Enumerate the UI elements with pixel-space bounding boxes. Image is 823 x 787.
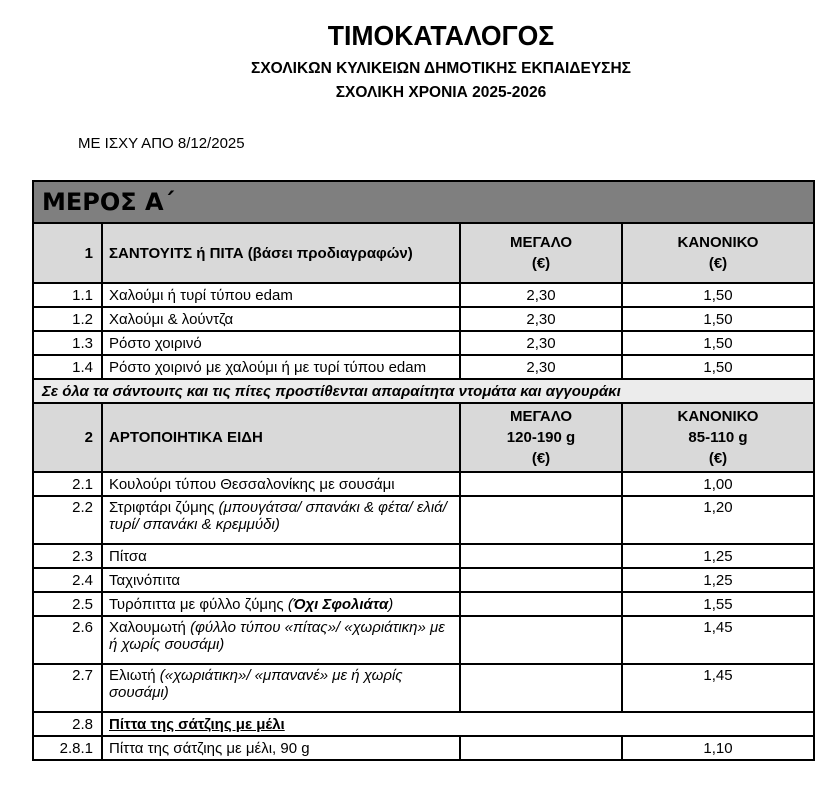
price-large xyxy=(460,472,622,496)
price-large: 2,30 xyxy=(460,355,622,379)
column-header-large xyxy=(460,223,622,283)
table-row xyxy=(33,331,814,355)
section-number: 1 xyxy=(33,223,102,283)
item-number: 1.1 xyxy=(33,283,102,307)
item-name xyxy=(102,616,460,664)
item-number: 2.1 xyxy=(33,472,102,496)
item-name-detail: (φύλλο τύπου «πίτας»/ «χωριάτικη» με ή χωρίς σουσάμι) xyxy=(109,619,445,653)
item-name: Πίττα της σάτζιης με μέλι, 90 g xyxy=(102,736,460,760)
table-row xyxy=(33,355,814,379)
item-name-main: Ελιωτή xyxy=(109,667,160,684)
item-name-paren-close: ) xyxy=(388,595,394,613)
item-name: Ρόστο χοιρινό xyxy=(102,331,460,355)
table-row xyxy=(33,664,814,712)
table-row xyxy=(33,736,814,760)
item-name-detail: (μπουγάτσα/ σπανάκι & φέτα/ ελιά/ τυρί/ σπανάκι & κρεμμύδι) xyxy=(109,499,447,533)
price-normal: 1,00 xyxy=(622,472,814,496)
section-header-row xyxy=(33,223,814,283)
item-number: 1.3 xyxy=(33,331,102,355)
price-normal: 1,25 xyxy=(622,568,814,592)
item-number: 2.3 xyxy=(33,544,102,568)
price-large: 2,30 xyxy=(460,283,622,307)
price-large xyxy=(460,592,622,616)
column-header-normal-weight: 85-110 g xyxy=(688,429,748,446)
item-name: Χαλούμι & λούντζα xyxy=(102,307,460,331)
item-name: Κουλούρι τύπου Θεσσαλονίκης με σουσάμι xyxy=(102,472,460,496)
document-title: ΤΙΜΟΚΑΤΑΛΟΓΟΣ xyxy=(327,20,555,51)
price-large: 2,30 xyxy=(460,331,622,355)
price-normal: 1,10 xyxy=(622,736,814,760)
price-normal: 1,20 xyxy=(622,496,814,544)
item-name: Πίτσα xyxy=(102,544,460,568)
price-large: 2,30 xyxy=(460,307,622,331)
item-name-emphasis: Όχι Σφολιάτα xyxy=(292,595,389,613)
document-subtitle: ΣΧΟΛΙΚΩΝ ΚΥΛΙΚΕΙΩΝ ΔΗΜΟΤΙΚΗΣ ΕΚΠΑΙΔΕΥΣΗΣ xyxy=(251,60,631,77)
school-year: ΣΧΟΛΙΚΗ ΧΡΟΝΙΑ 2025-2026 xyxy=(335,84,547,101)
column-header-large-label: ΜΕΓΑΛΟ xyxy=(510,408,572,425)
price-large xyxy=(460,664,622,712)
price-large xyxy=(460,568,622,592)
table-row xyxy=(33,544,814,568)
item-number: 2.4 xyxy=(33,568,102,592)
price-normal: 1,50 xyxy=(622,283,814,307)
item-name xyxy=(102,664,460,712)
item-name-main: Στριφτάρι ζύμης xyxy=(109,499,219,516)
item-number: 1.2 xyxy=(33,307,102,331)
price-large xyxy=(460,616,622,664)
table-row xyxy=(33,307,814,331)
section-note: Σε όλα τα σάντουιτς και τις πίτες προστίθενται απαραίτητα ντομάτα και αγγουράκι xyxy=(33,379,814,403)
section-title: ΑΡΤΟΠΟΙΗΤΙΚΑ ΕΙΔΗ xyxy=(102,403,460,472)
price-normal: 1,45 xyxy=(622,616,814,664)
column-header-normal-label: ΚΑΝΟΝΙΚΟ xyxy=(677,234,759,251)
subsection-row xyxy=(33,712,814,736)
item-name-paren-open: ( xyxy=(287,595,293,613)
item-name: Ρόστο χοιρινό με χαλούμι ή με τυρί τύπου edam xyxy=(102,355,460,379)
column-header-large-label: ΜΕΓΑΛΟ xyxy=(510,234,572,251)
note-row xyxy=(33,379,814,403)
item-number: 2.7 xyxy=(33,664,102,712)
item-number: 2.8.1 xyxy=(33,736,102,760)
price-normal: 1,50 xyxy=(622,355,814,379)
column-header-normal xyxy=(622,403,814,472)
item-name: Χαλούμι ή τυρί τύπου edam xyxy=(102,283,460,307)
price-large xyxy=(460,496,622,544)
column-header-normal-unit: (€) xyxy=(708,450,728,467)
item-name-main: Τυρόπιττα με φύλλο ζύμης xyxy=(109,595,288,613)
item-name-main: Χαλουμωτή xyxy=(109,619,191,636)
item-number: 1.4 xyxy=(33,355,102,379)
validity-date: ΜΕ ΙΣΧΥ ΑΠΟ 8/12/2025 xyxy=(78,135,245,152)
item-number: 2.2 xyxy=(33,496,102,544)
column-header-large xyxy=(460,403,622,472)
column-header-large-weight: 120-190 g xyxy=(506,429,576,446)
section-title: ΣΑΝΤΟΥΙΤΣ ή ΠΙΤΑ (βάσει προδιαγραφών) xyxy=(102,223,460,283)
table-row xyxy=(33,616,814,664)
item-number: 2.6 xyxy=(33,616,102,664)
price-normal: 1,25 xyxy=(622,544,814,568)
price-table xyxy=(32,180,815,761)
price-normal: 1,45 xyxy=(622,664,814,712)
price-normal: 1,50 xyxy=(622,307,814,331)
section-header-row xyxy=(33,403,814,472)
subsection-title: Πίττα της σάτζιης με μέλι xyxy=(102,712,814,736)
column-header-normal-label: ΚΑΝΟΝΙΚΟ xyxy=(677,408,759,425)
item-number: 2.5 xyxy=(33,592,102,616)
part-header-row xyxy=(33,181,814,223)
table-row xyxy=(33,568,814,592)
item-name xyxy=(102,496,460,544)
item-name: Ταχινόπιτα xyxy=(102,568,460,592)
column-header-normal xyxy=(622,223,814,283)
column-header-normal-unit: (€) xyxy=(708,255,728,272)
price-large xyxy=(460,544,622,568)
column-header-large-unit: (€) xyxy=(531,255,551,272)
price-normal: 1,55 xyxy=(622,592,814,616)
table-row xyxy=(33,496,814,544)
item-name-detail: («χωριάτικη»/ «μπανανέ» με ή χωρίς σουσάμι) xyxy=(109,667,403,701)
item-name xyxy=(102,592,460,616)
price-normal: 1,50 xyxy=(622,331,814,355)
section-number: 2 xyxy=(33,403,102,472)
table-row xyxy=(33,283,814,307)
table-row xyxy=(33,472,814,496)
table-row xyxy=(33,592,814,616)
part-label: ΜΕΡΟΣ Α΄ xyxy=(33,181,814,223)
column-header-large-unit: (€) xyxy=(531,450,551,467)
subsection-number: 2.8 xyxy=(33,712,102,736)
price-large xyxy=(460,736,622,760)
